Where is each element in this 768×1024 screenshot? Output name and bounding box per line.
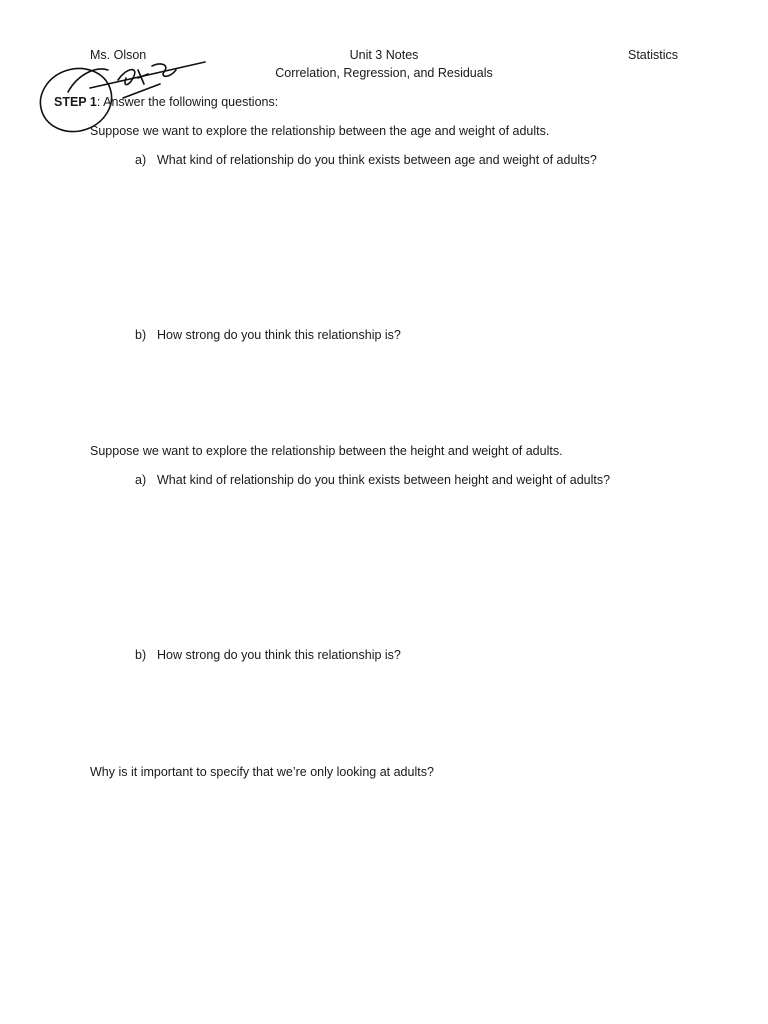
unit-title: Unit 3 Notes xyxy=(349,48,419,62)
question-letter: b) xyxy=(135,648,147,662)
question-age-a xyxy=(135,153,597,167)
step-instruction-text: : Answer the following questions: xyxy=(96,95,279,109)
question-letter: b) xyxy=(135,328,147,342)
question-height-b xyxy=(135,648,401,662)
question-height-a xyxy=(135,473,610,487)
question-letter: a) xyxy=(135,473,147,487)
step-instruction xyxy=(54,95,278,109)
final-question: Why is it important to specify that we’re only looking at adults? xyxy=(90,765,434,779)
section-height-prompt: Suppose we want to explore the relationship between the height and weight of adults. xyxy=(90,444,563,458)
page-subtitle: Correlation, Regression, and Residuals xyxy=(275,66,493,80)
question-letter: a) xyxy=(135,153,147,167)
section-age-prompt: Suppose we want to explore the relationship between the age and weight of adults. xyxy=(90,124,550,138)
question-age-b xyxy=(135,328,401,342)
question-text: What kind of relationship do you think exists between height and weight of adults? xyxy=(157,473,611,487)
teacher-name: Ms. Olson xyxy=(90,48,147,62)
course-name: Statistics xyxy=(627,48,678,62)
step-label: STEP 1 xyxy=(54,95,97,109)
question-text: What kind of relationship do you think exists between age and weight of adults? xyxy=(157,153,597,167)
question-text: How strong do you think this relationship is? xyxy=(157,648,401,662)
question-text: How strong do you think this relationship is? xyxy=(157,328,401,342)
